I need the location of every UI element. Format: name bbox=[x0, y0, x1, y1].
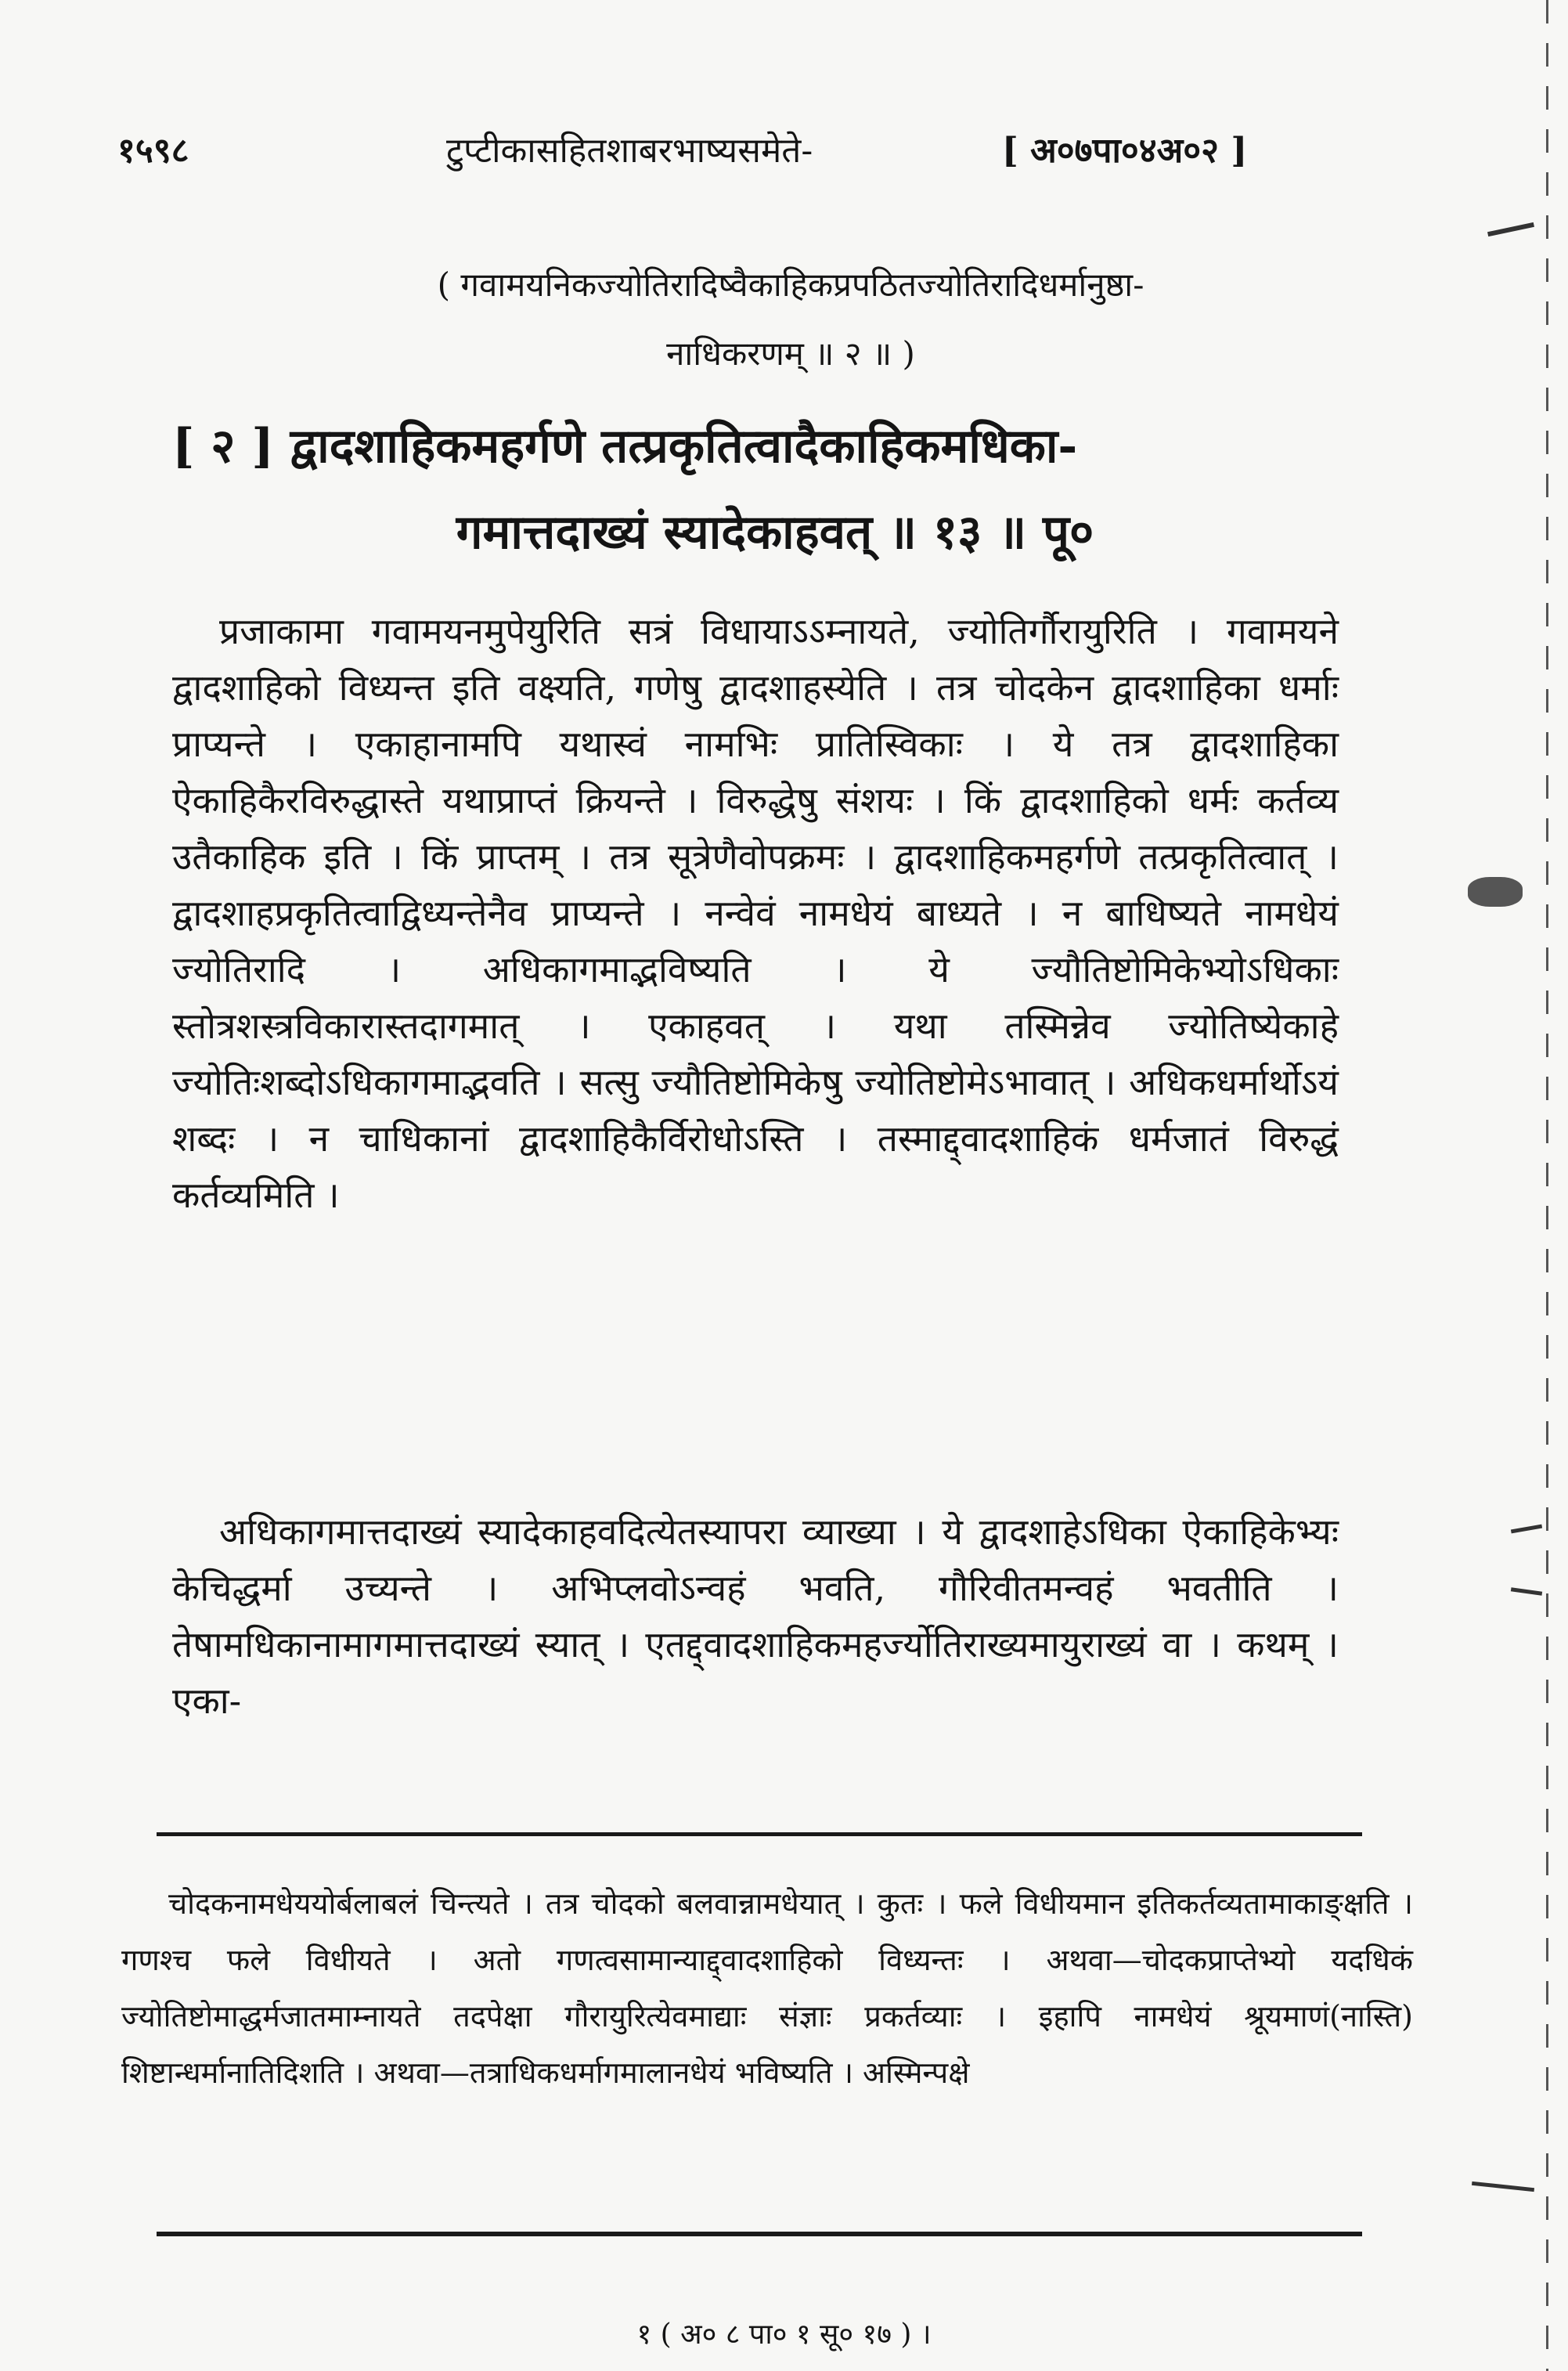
sutra-text bbox=[172, 403, 1346, 576]
footer-signature: १ ( अ० ८ पा० १ सू० १७ ) । bbox=[636, 2319, 932, 2351]
margin-mark bbox=[1487, 222, 1534, 236]
sutra-line-1: [ २ ] द्वादशाहिकमहर्गणे तत्प्रकृतित्वादैकाहिकमधिका- bbox=[172, 419, 1078, 474]
footnote-divider bbox=[157, 1832, 1362, 1836]
bottom-divider bbox=[157, 2232, 1362, 2236]
margin-smudge bbox=[1468, 877, 1523, 907]
margin-mark bbox=[1511, 1587, 1542, 1596]
tuptika-commentary: चोदकनामधेययोर्बलाबलं चिन्त्यते । तत्र चोदको बलवान्नामधेयात् । कुतः । फले विधीयमान इतिकर्तव्यतामाकाङ्क्षति । गणश्च फले विधीयते । अतो गणत्वसामान्याद्द्वादशाहिको विध्यन्तः । अथवा—चोदकप्राप्तेभ्यो यदधिकं ज्योतिष्टोमाद्धर्मजातमाम्नायते तदपेक्षा गौरायुरित्येवमाद्याः संज्ञाः प्रकर्तव्याः । इहापि नामधेयं श्रूयमाणं(नास्ति) शिष्टान्धर्मानातिदिशति । अथवा—तत्राधिकधर्मागमालानधेयं भविष्यति । अस्मिन्पक्षे bbox=[121, 1886, 1413, 2090]
bhashya-paragraph-2: अधिकागमात्तदाख्यं स्यादेकाहवदित्येतस्यापरा व्याख्या । ये द्वादशाहेऽधिका ऐकाहिकेभ्यः केचिद्धर्मा उच्यन्ते । अभिप्लवोऽन्वहं भवति, गौरिवीतमन्वहं भवतीति । तेषामधिकानामागमात्तदाख्यं स्यात् । एतद्द्वादशाहिकमहर्ज्योतिराख्यमायुराख्यं वा । कथम् । एका- bbox=[172, 1510, 1339, 1722]
sutra-line-2: गमात्तदाख्यं स्यादेकाहवत् ॥ १३ ॥ पू० bbox=[456, 505, 1094, 560]
page-number: १५९८ bbox=[117, 131, 189, 171]
margin-mark bbox=[1472, 2182, 1534, 2192]
page-header bbox=[0, 125, 1568, 180]
adhikarana-heading bbox=[204, 251, 1378, 388]
adhikarana-line-2: नाधिकरणम् ॥ २ ॥ ) bbox=[666, 334, 915, 373]
binding-edge bbox=[1546, 0, 1548, 2371]
section-reference: [ अ०७पा०४अ०२ ] bbox=[1002, 131, 1248, 171]
margin-mark bbox=[1511, 1525, 1542, 1534]
adhikarana-line-1: ( गवामयनिकज्योतिरादिष्वैकाहिकप्रपठितज्योतिरादिधर्मानुष्ठा- bbox=[437, 265, 1144, 304]
running-title: टुप्टीकासहितशाबरभाष्यसमेते- bbox=[446, 131, 813, 171]
bhashya-paragraph-1: प्रजाकामा गवामयनमुपेयुरिति सत्रं विधायाऽऽम्नायते, ज्योतिर्गौरायुरिति । गवामयने द्वादशाहिको विध्यन्त इति वक्ष्यति, गणेषु द्वादशाहस्येति । तत्र चोदकेन द्वादशाहिका धर्माः प्राप्यन्ते । एकाहानामपि यथास्वं नामभिः प्रातिस्विकाः । ये तत्र द्वादशाहिका ऐकाहिकैरविरुद्धास्ते यथाप्राप्तं क्रियन्ते । विरुद्धेषु संशयः । किं द्वादशाहिको धर्मः कर्तव्य उतैकाहिक इति । किं प्राप्तम् । तत्र सूत्रेणैवोपक्रमः । द्वादशाहिकमहर्गणे तत्प्रकृतित्वात् । द्वादशाहप्रकृतित्वाद्विध्यन्तेनैव प्राप्यन्ते । नन्वेवं नामधेयं बाध्यते । न बाधिष्यते नामधेयं ज्योतिरादि । अधिकागमाद्भविष्यति । ये ज्यौतिष्टोमिकेभ्योऽधिकाः स्तोत्रशस्त्रविकारास्तदागमात् । एकाहवत् । यथा तस्मिन्नेव ज्योतिष्येकाहे ज्योतिःशब्दोऽधिकागमाद्भवति । सत्सु ज्यौतिष्टोमिकेषु ज्योतिष्टोमेऽभावात् । अधिकधर्मार्थोऽयं शब्दः । न चाधिकानां द्वादशाहिकैर्विरोधोऽस्ति । तस्माद्द्वादशाहिकं धर्मजातं विरुद्धं कर्तव्यमिति । bbox=[172, 610, 1339, 1216]
